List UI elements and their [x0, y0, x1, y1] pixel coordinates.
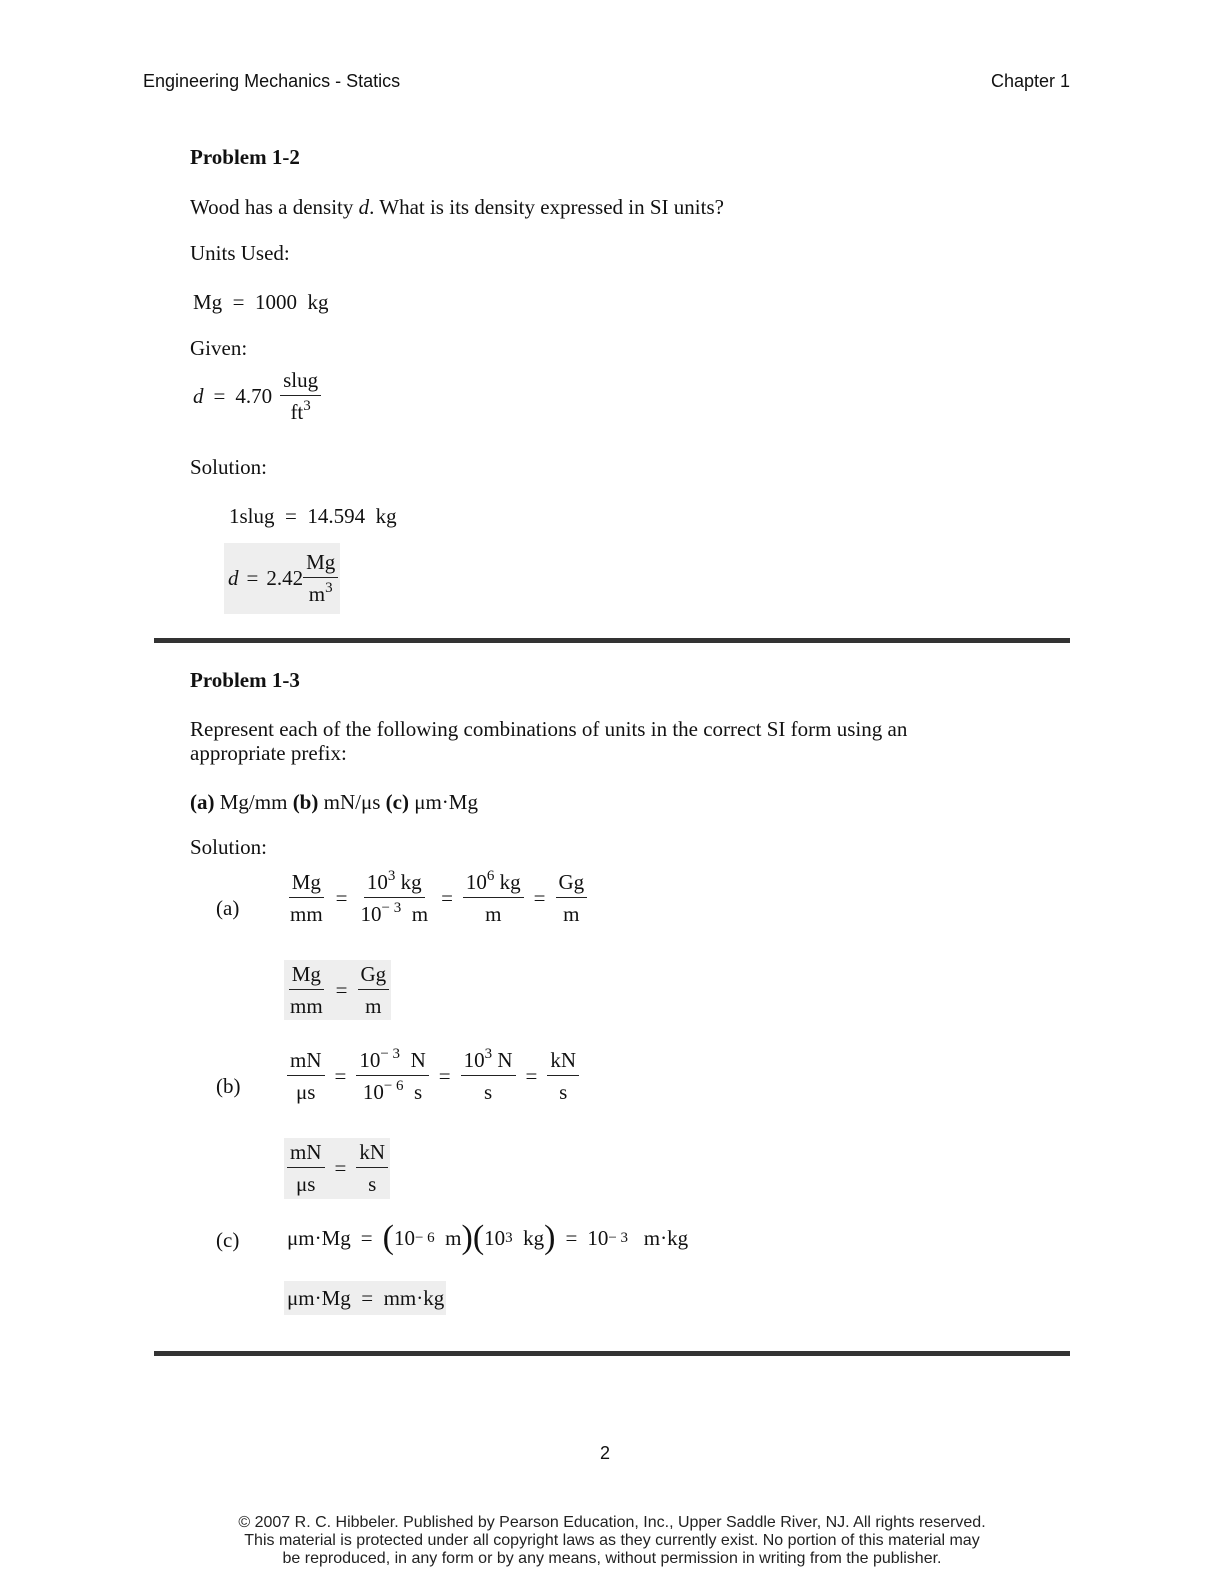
problem-1-3-parts: (a) Mg/mm (b) mN/μs (c) μm·Mg [190, 790, 478, 814]
solution-label: Solution: [190, 455, 268, 479]
fraction-numerator: slug [280, 370, 321, 396]
equals-sign: = [335, 977, 348, 1002]
problem-1-3-statement-line1: Represent each of the following combinations of units in the correct SI form using an [190, 717, 908, 741]
section-divider [154, 1351, 1070, 1356]
fraction: $\frac{10^{- 3} N}{10^{- 6} s}$ [356, 1050, 428, 1103]
part-b-label: (b) [216, 1074, 241, 1098]
copyright-line-1: © 2007 R. C. Hibbeler. Published by Pearson Education, Inc., Upper Saddle River, NJ. All rights reserved. [238, 1514, 986, 1531]
equals-sign: = [438, 1064, 451, 1088]
equals-sign: = [213, 384, 226, 408]
statement-text-a: Wood has a density [190, 195, 359, 219]
fraction-denominator: $ft^3$ [290, 398, 311, 424]
problem-1-2-statement [190, 195, 724, 220]
running-header-chapter: Chapter 1 [991, 71, 1071, 91]
equals-sign: = [565, 1225, 578, 1250]
part-b-equation [287, 1046, 579, 1104]
solution-label: Solution: [190, 835, 268, 859]
given-label: Given: [190, 336, 248, 360]
part-c-equation: μm·Mg = ( 10 − 6 m )( 10 3 kg ) = 10 − 3 m·kg [287, 1219, 689, 1256]
answer-box-density [224, 543, 340, 614]
fraction: $\frac{Mg}{mm}$ [290, 961, 323, 1018]
fraction: $\frac{Mg}{mm}$ [290, 870, 323, 926]
fraction: $\frac{mN}{\mu s}$ [287, 1050, 325, 1103]
equals-sign: = [360, 1225, 373, 1250]
equals-sign: = [441, 886, 453, 910]
fraction: $\frac{kN}{s}$ [356, 1142, 388, 1195]
fraction: $\frac{kN}{s}$ [547, 1050, 579, 1103]
fraction: $\frac{10^3 kg}{10^{- 3} m}$ [360, 868, 429, 926]
units-equation: Mg = 1000 kg [193, 290, 329, 314]
answer-box-part-a [284, 960, 391, 1020]
given-value: 4.70 [235, 384, 273, 408]
copyright-line-2: This material is protected under all copyright laws as they currently exist. No portion of this material may [244, 1532, 980, 1549]
exponent: 3 [325, 580, 333, 596]
statement-variable: d [358, 195, 370, 219]
fraction: $\frac{10^6 kg}{m}$ [463, 872, 524, 925]
fraction-numerator: Mg [303, 552, 338, 578]
fraction-denominator: $m^3$ [308, 580, 333, 606]
answer-value: 2.42 [266, 566, 304, 590]
fraction: $\frac{Gg}{m}$ [358, 964, 390, 1017]
page-number: 2 [600, 1443, 611, 1463]
statement-text-b: . What is its density expressed in SI units? [369, 195, 724, 219]
conversion-equation: 1slug = 14.594 kg [229, 504, 397, 528]
part-c-lhs: μm·Mg [287, 1225, 351, 1250]
equals-sign: = [334, 1064, 347, 1088]
copyright-line-3: be reproduced, in any form or by any means, without permission in writing from the publisher. [282, 1550, 942, 1567]
given-variable: d [193, 384, 204, 408]
exponent: 3 [303, 398, 311, 414]
equals-sign: = [334, 1156, 347, 1180]
answer-box-part-b [284, 1138, 390, 1199]
problem-1-2-title: Problem 1-2 [190, 145, 300, 169]
problem-1-3-title: Problem 1-3 [190, 668, 300, 692]
answer-unit-fraction [303, 552, 338, 605]
running-header-title: Engineering Mechanics - Statics [143, 71, 401, 91]
equals-sign: = [246, 566, 259, 590]
units-used-label: Units Used: [190, 241, 290, 265]
equals-sign: = [533, 886, 546, 910]
part-c-label: (c) [216, 1228, 240, 1252]
fraction: $\frac{10^3 N}{s}$ [461, 1050, 516, 1103]
fraction: $\frac{mN}{\mu s}$ [287, 1142, 325, 1195]
section-divider [154, 638, 1070, 643]
equals-sign: = [335, 886, 348, 910]
given-unit-fraction [280, 370, 321, 423]
fraction: $\frac{Gg}{m}$ [556, 872, 588, 925]
problem-1-3-statement-line2: appropriate prefix: [190, 741, 347, 765]
answer-variable: d [228, 566, 239, 590]
answer-box-part-c: μm·Mg = mm·kg [284, 1281, 446, 1315]
equals-sign: = [525, 1064, 538, 1088]
part-a-label: (a) [216, 896, 240, 920]
part-a-equation [287, 868, 587, 926]
given-equation [193, 370, 321, 423]
